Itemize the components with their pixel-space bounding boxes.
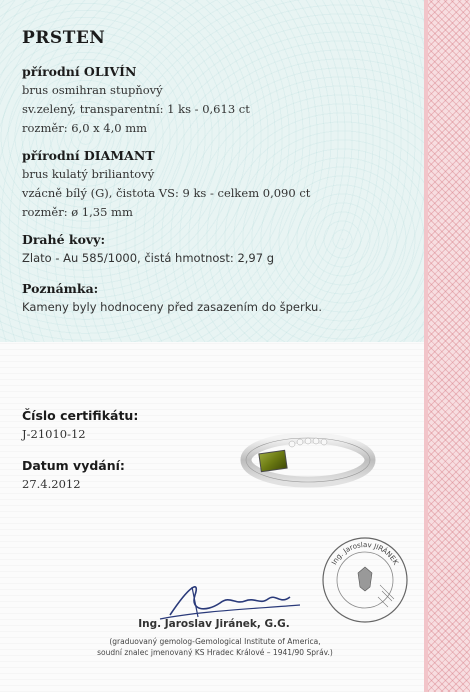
olivin-cut: brus osmihran stupňový (22, 83, 163, 97)
lion-icon (358, 567, 372, 591)
kovy-heading: Drahé kovy: (22, 232, 106, 247)
poznamka-value: Kameny byly hodnoceny před zasazením do šperku. (22, 300, 322, 314)
diamant-quality: vzácně bílý (G), čistota VS: 9 ks - celkem 0,090 ct (22, 186, 311, 200)
olivin-heading: přírodní OLIVÍN (22, 64, 137, 79)
olivin-section (22, 62, 250, 138)
signatory-title-2: soudní znalec jmenovaný KS Hradec Králové – 1941/90 Správ.) (97, 648, 333, 657)
certifikat-heading: Číslo certifikátu: (22, 408, 139, 423)
olivin-stone (259, 450, 287, 471)
kovy-section (22, 230, 274, 268)
datum-heading: Datum vydání: (22, 458, 125, 473)
certifikat-section (22, 406, 138, 444)
official-seal (320, 535, 410, 625)
datum-value: 27.4.2012 (22, 477, 81, 491)
diamant-section (22, 146, 310, 222)
ring-photo (228, 402, 376, 512)
signatory-name: Ing. Jaroslav Jiránek, G.G. (138, 618, 290, 630)
poznamka-heading: Poznámka: (22, 281, 99, 296)
svg-text:Ing. Jaroslav JIRÁNEK (330, 541, 400, 567)
diamant-size: rozměr: ø 1,35 mm (22, 205, 133, 219)
olivin-size: rozměr: 6,0 x 4,0 mm (22, 121, 148, 135)
signatory-title-1: (graduovaný gemolog-Gemological Institute of America, (109, 637, 321, 646)
certifikat-value: J-21010-12 (22, 427, 86, 441)
olivin-color: sv.zelený, transparentní: 1 ks - 0,613 ct (22, 102, 250, 116)
security-stripe (428, 0, 470, 692)
seal-text: Ing. Jaroslav JIRÁNEK (330, 540, 400, 567)
poznamka-section (22, 279, 322, 317)
document-title: PRSTEN (22, 28, 106, 48)
diamant-cut: brus kulatý briliantový (22, 167, 155, 181)
diamant-heading: přírodní DIAMANT (22, 148, 155, 163)
kovy-value: Zlato - Au 585/1000, čistá hmotnost: 2,97 g (22, 251, 275, 265)
datum-section (22, 456, 125, 494)
